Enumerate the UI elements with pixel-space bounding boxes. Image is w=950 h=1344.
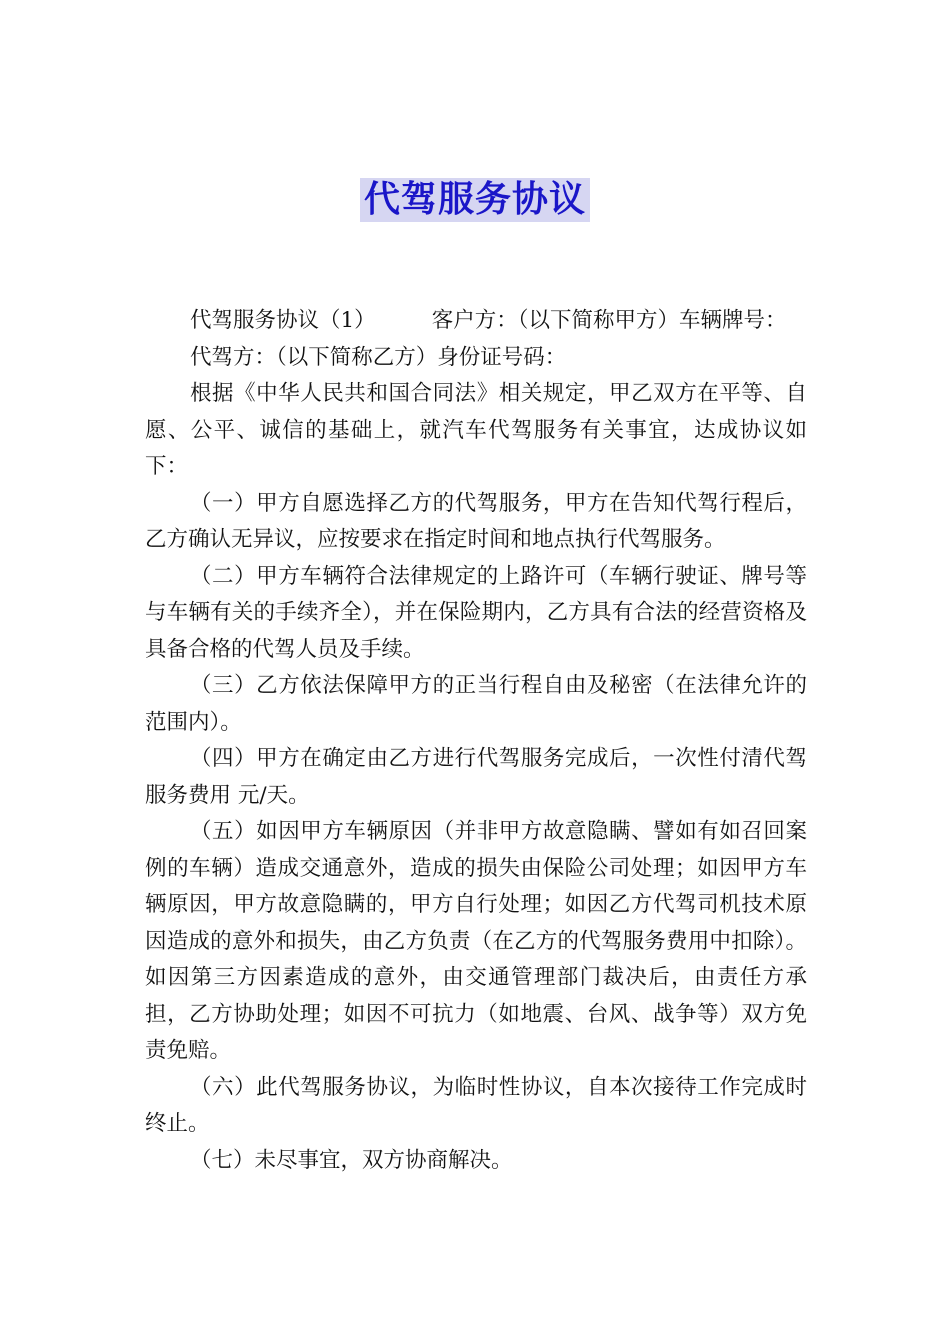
clause-3: （三）乙方依法保障甲方的正当行程自由及秘密（在法律允许的范围内）。 <box>145 673 807 735</box>
title-container <box>0 178 950 222</box>
clause-6: （六）此代驾服务协议，为临时性协议，自本次接待工作完成时终止。 <box>145 1074 807 1136</box>
clause-4: （四）甲方在确定由乙方进行代驾服务完成后，一次性付清代驾服务费用 元/天。 <box>145 746 807 808</box>
document-body <box>145 303 807 1179</box>
clause-1: （一）甲方自愿选择乙方的代驾服务，甲方在告知代驾行程后，乙方确认无异议，应按要求在指定时间和地点执行代驾服务。 <box>145 490 807 552</box>
clause-5: （五）如因甲方车辆原因（并非甲方故意隐瞒、譬如有如召回案例的车辆）造成交通意外，造成的损失由保险公司处理；如因甲方车辆原因，甲方故意隐瞒的，甲方自行处理；如因乙方代驾司机技术原因造成的意外和损失，由乙方负责（在乙方的代驾服务费用中扣除）。如因第三方因素造成的意外，由交通管理部门裁决后，由责任方承担，乙方协助处理；如因不可抗力（如地震、台风、战争等）双方免责免赔。 <box>145 819 807 1063</box>
agreement-name: 代驾服务协议（1） <box>190 308 376 333</box>
clause-7: （七）未尽事宜，双方协商解决。 <box>190 1147 513 1173</box>
intro-line-parties <box>145 303 807 340</box>
clause-2: （二）甲方车辆符合法律规定的上路许可（车辆行驶证、牌号等与车辆有关的手续齐全），并在保险期内，乙方具有合法的经营资格及具备合格的代驾人员及手续。 <box>145 563 807 662</box>
document-title: 代驾服务协议 <box>360 178 590 222</box>
customer-party: 客户方：（以下简称甲方）车辆牌号： <box>431 308 787 333</box>
driver-party: 代驾方：（以下简称乙方）身份证号码： <box>190 344 567 370</box>
preamble: 根据《中华人民共和国合同法》相关规定，甲乙双方在平等、自愿、公平、诚信的基础上，就汽车代驾服务有关事宜，达成协议如下： <box>145 381 807 479</box>
